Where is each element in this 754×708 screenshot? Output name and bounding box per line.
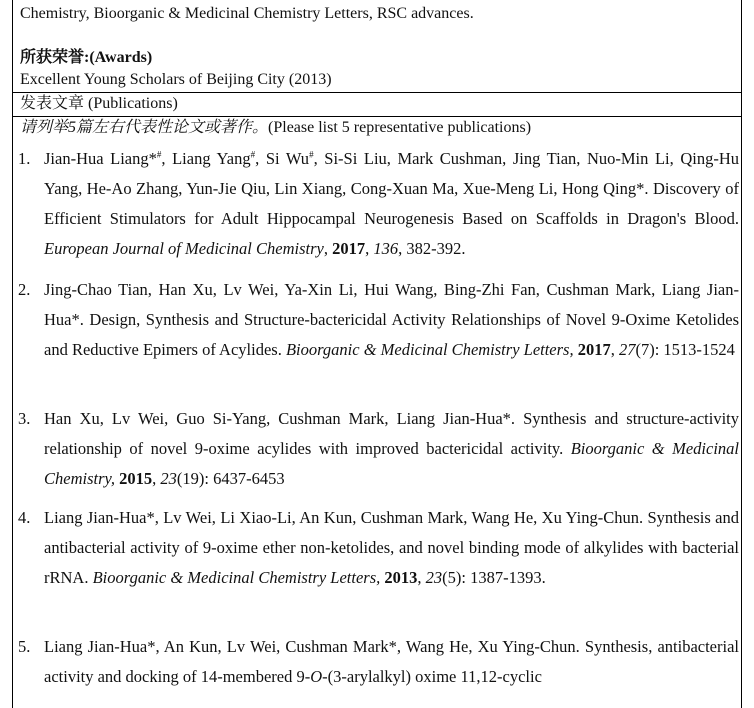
pub-separator: , bbox=[152, 469, 161, 488]
awards-text: Excellent Young Scholars of Beijing City (2013) bbox=[20, 71, 332, 88]
pub-authors: Liang Jian-Hua*, Lv Wei, Li Xiao-Li, An Kun, Cushman Mark, Wang He, Xu Ying-Chun. bbox=[44, 508, 644, 527]
pub-pages: (5): 1387-1393. bbox=[442, 568, 546, 587]
publication-number: 3. bbox=[18, 409, 31, 428]
pub-volume: 23 bbox=[160, 469, 177, 488]
publication-entry bbox=[44, 503, 739, 593]
divider bbox=[12, 116, 742, 117]
pub-title: Synthesis, antibacterial activity and docking of 14-membered 9- bbox=[44, 637, 739, 686]
pub-year: 2017 bbox=[332, 239, 366, 258]
instruction bbox=[20, 118, 531, 138]
pub-year: 2013 bbox=[384, 568, 418, 587]
pub-year: 2015 bbox=[119, 469, 153, 488]
publications-heading: 发表文章 (Publications) bbox=[20, 95, 178, 112]
awards-heading-cn: 所获荣誉: bbox=[20, 49, 90, 66]
divider bbox=[12, 92, 742, 93]
pub-volume: 23 bbox=[425, 568, 443, 587]
publication-number: 2. bbox=[18, 280, 31, 299]
publication-number: 1. bbox=[18, 149, 31, 168]
publication-entry bbox=[44, 144, 739, 264]
pub-authors: Liang Jian-Hua*, An Kun, Lv Wei, Cushman Mark*, Wang He, Xu Ying-Chun. bbox=[44, 637, 580, 656]
pub-title-italic: O bbox=[310, 667, 323, 686]
pub-authors: , Si-Si Liu, Mark Cushman, Jing Tian, Nuo-Min Li, Qing-Hu Yang, He-Ao Zhang, Yun-Jie Qiu, Lin Xiang, Cong-Xuan Ma, Xue-Meng Li, Hong Qing*. bbox=[44, 149, 739, 198]
pub-separator: , bbox=[610, 340, 619, 359]
pub-year: 2017 bbox=[577, 340, 611, 359]
pub-volume: 27 bbox=[618, 340, 636, 359]
pub-title: Synthesis and structure-activity relationship of novel 9-oxime acylides with improved bactericidal activity. bbox=[44, 409, 739, 458]
pub-authors: , Si Wu bbox=[255, 149, 310, 168]
pub-title: Synthesis and antibacterial activity of 9-oxime ether non-ketolides, and novel binding mode of alkylides with bacterial rRNA. bbox=[44, 508, 739, 587]
pub-authors: , Liang Yang bbox=[161, 149, 251, 168]
awards-heading-en: (Awards) bbox=[89, 49, 153, 66]
publication-entry bbox=[44, 275, 739, 365]
co-first-mark: # bbox=[250, 149, 256, 160]
pub-journal: European Journal of Medicinal Chemistry bbox=[44, 239, 324, 258]
instruction-en: (Please list 5 representative publications) bbox=[268, 119, 532, 136]
pub-separator: , bbox=[365, 239, 374, 258]
pub-separator: , bbox=[417, 568, 426, 587]
publication-number: 4. bbox=[18, 508, 31, 527]
pub-authors: Han Xu, Lv Wei, Guo Si-Yang, Cushman Mark, Liang Jian-Hua*. bbox=[44, 409, 516, 428]
pub-title: -(3-arylalkyl) oxime 11,12-cyclic bbox=[322, 667, 542, 686]
pub-volume: 136 bbox=[373, 239, 399, 258]
co-first-mark: # bbox=[156, 149, 162, 160]
publication-entry bbox=[44, 404, 739, 494]
publication-number: 5. bbox=[18, 637, 31, 656]
pub-pages: (19): 6437-6453 bbox=[176, 469, 285, 488]
pub-title: Discovery of Efficient Stimulators for Adult Hippocampal Neurogenesis Based on Scaffolds in Dragon's Blood. bbox=[44, 179, 739, 228]
pub-authors: Jing-Chao Tian, Han Xu, Lv Wei, Ya-Xin Li, Hui Wang, Bing-Zhi Fan, Cushman Mark, Liang Jian-Hua*. bbox=[44, 280, 739, 329]
journals-line: Chemistry, Bioorganic & Medicinal Chemistry Letters, RSC advances. bbox=[20, 5, 474, 22]
publication-entry bbox=[44, 632, 739, 692]
co-first-mark: # bbox=[309, 149, 314, 160]
instruction-cn: 请列举5篇左右代表性论文或著作。 bbox=[20, 119, 269, 136]
pub-separator: , bbox=[323, 239, 333, 258]
pub-journal: Bioorganic & Medicinal Chemistry Letters, bbox=[92, 568, 381, 587]
pub-journal: Bioorganic & Medicinal Chemistry Letters, bbox=[285, 340, 574, 359]
pub-title: Design, Synthesis and Structure-bactericidal Activity Relationships of Novel 9-Oxime Ketolides and Reductive Epimers of Acylides. bbox=[44, 310, 739, 359]
pub-journal: Bioorganic & Medicinal Chemistry, bbox=[44, 439, 740, 488]
awards-heading bbox=[20, 48, 152, 68]
pub-pages: , 382-392. bbox=[398, 239, 466, 258]
pub-authors: Jian-Hua Liang* bbox=[44, 149, 157, 168]
pub-pages: (7): 1513-1524 bbox=[635, 340, 735, 359]
